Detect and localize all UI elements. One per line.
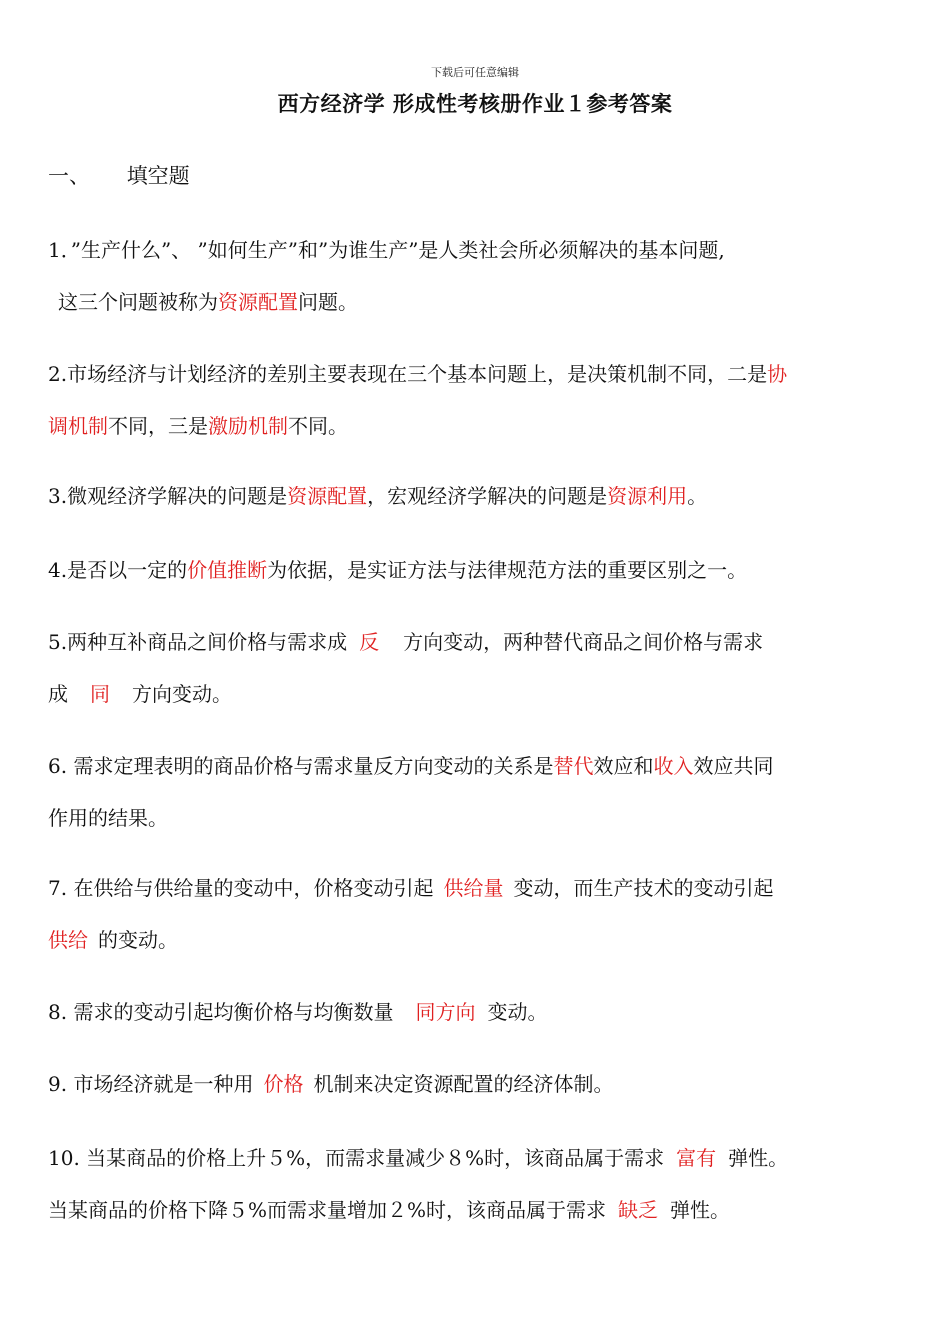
question-7-line-2: [48, 914, 908, 966]
question-text: 机制来决定资源配置的经济体制。: [313, 1072, 614, 1096]
answer-blank: 资源配置: [287, 484, 368, 508]
section-heading: [48, 160, 190, 190]
question-text: 当某商品的价格下降５%而需求量增加２%时，该商品属于需求: [48, 1198, 607, 1222]
answer-blank: 供给: [48, 928, 88, 952]
question-10-line-2: [48, 1184, 908, 1236]
question-9: [48, 1058, 908, 1110]
question-text: 。: [687, 484, 708, 508]
question-6: [48, 740, 908, 844]
question-text: 成: [48, 682, 68, 706]
question-text: ，宏观经济学解决的问题是: [367, 484, 608, 508]
question-text: 作用的结果。: [48, 806, 168, 830]
answer-blank: 资源利用: [607, 484, 688, 508]
question-text: 弹性。: [728, 1146, 789, 1170]
question-2: [48, 348, 908, 452]
question-8: [48, 986, 908, 1038]
question-text: 方向变动，两种替代商品之间价格与需求: [403, 630, 764, 654]
question-5-line-1: [48, 616, 908, 668]
question-6-line-2: [48, 792, 908, 844]
answer-blank: 富有: [676, 1146, 717, 1170]
question-6-line-1: [48, 740, 908, 792]
answer-blank: 价格: [263, 1072, 304, 1096]
question-5: [48, 616, 908, 720]
answer-blank: 替代: [553, 754, 594, 778]
section-label: 填空题: [126, 164, 190, 188]
question-text: 变动。: [487, 1000, 548, 1024]
question-5-line-2: [48, 668, 908, 720]
question-text: 2.市场经济与计划经济的差别主要表现在三个基本问题上，是决策机制不同，二是: [48, 362, 768, 386]
question-text: 不同。: [288, 414, 348, 438]
question-2-line-1: [48, 348, 908, 400]
question-text: 这三个问题被称为: [58, 290, 218, 314]
question-text: 4.是否以一定的: [48, 558, 188, 582]
answer-blank: 激励机制: [208, 414, 288, 438]
question-text: 效应和: [593, 754, 654, 778]
question-text: 8. 需求的变动引起均衡价格与均衡数量: [48, 1000, 394, 1024]
answer-blank: 价值推断: [187, 558, 268, 582]
question-text: 9. 市场经济就是一种用: [48, 1072, 254, 1096]
question-text: 5.两种互补商品之间价格与需求成: [48, 630, 348, 654]
question-7-line-1: [48, 862, 908, 914]
question-1-line-1: [48, 224, 908, 276]
question-1: [48, 224, 908, 328]
answer-blank: 资源配置: [218, 290, 298, 314]
question-3: [48, 470, 908, 522]
answer-blank: 同方向: [415, 1000, 476, 1024]
question-text: 7. 在供给与供给量的变动中，价格变动引起: [48, 876, 434, 900]
answer-blank: 缺乏: [618, 1198, 659, 1222]
question-text: 变动，而生产技术的变动引起: [513, 876, 774, 900]
question-text: 弹性。: [670, 1198, 731, 1222]
question-text: 10. 当某商品的价格上升５%，而需求量减少８%时，该商品属于需求: [48, 1146, 665, 1170]
question-text: 不同，三是: [108, 414, 208, 438]
question-text: 效应共同: [693, 754, 774, 778]
header-note: 下载后可任意编辑: [431, 66, 519, 79]
question-text: 6. 需求定理表明的商品价格与需求量反方向变动的关系是: [48, 754, 554, 778]
answer-blank: 收入: [653, 754, 694, 778]
answer-blank: 协: [767, 362, 788, 386]
question-2-line-2: [48, 400, 908, 452]
document-title: 西方经济学 形成性考核册作业１参考答案: [277, 92, 673, 116]
question-text: 方向变动。: [132, 682, 232, 706]
question-4: [48, 544, 908, 596]
section-number: 一、: [48, 164, 90, 188]
question-text: 的变动。: [98, 928, 178, 952]
question-10-line-1: [48, 1132, 908, 1184]
answer-blank: 调机制: [48, 414, 108, 438]
answer-blank: 供给量: [443, 876, 504, 900]
question-7: [48, 862, 908, 966]
question-text: 问题。: [298, 290, 358, 314]
answer-blank: 反: [359, 630, 380, 654]
question-10: [48, 1132, 908, 1236]
question-text: 为依据，是实证方法与法律规范方法的重要区别之一。: [267, 558, 748, 582]
question-text: 1．”生产什么”、 ”如何生产”和”为谁生产”是人类社会所必须解决的基本问题,: [48, 238, 725, 262]
answer-blank: 同: [90, 682, 110, 706]
question-text: 3.微观经济学解决的问题是: [48, 484, 288, 508]
question-1-line-2: [48, 276, 908, 328]
